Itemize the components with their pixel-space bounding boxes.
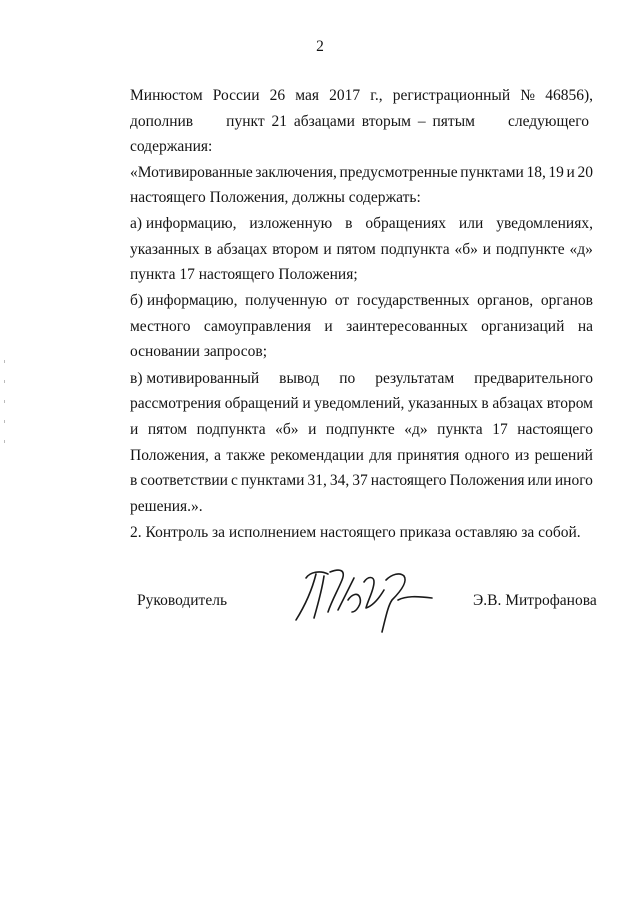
text-line: местного самоуправления и заинтересованных организаций на <box>130 318 593 335</box>
text-line: пункта 17 настоящего Положения; <box>130 266 358 283</box>
text-line: а) информацию, изложенную в обращениях или уведомлениях, <box>130 215 593 232</box>
text-line: дополнив пункт 21 абзацами вторым – пятым следующего <box>130 113 589 130</box>
text-line: б) информацию, полученную от государственных органов, органов <box>130 292 593 309</box>
text-line: Минюстом России 26 мая 2017 г., регистрационный № 46856), <box>130 87 593 104</box>
text-line: и пятом подпункта «б» и подпункте «д» пункта 17 настоящего <box>130 421 593 438</box>
text-line: основании запросов; <box>130 343 268 360</box>
text-line: указанных в абзацах втором и пятом подпункта «б» и подпункте «д» <box>130 241 593 258</box>
margin-dots <box>3 360 7 460</box>
text-line: в соответствии с пунктами 31, 34, 37 настоящего Положения или иного <box>130 472 593 489</box>
text-line: 2. Контроль за исполнением настоящего приказа оставляю за собой. <box>130 524 581 541</box>
handwritten-signature <box>288 560 438 640</box>
text-line: решения.». <box>130 498 203 515</box>
text-line: в) мотивированный вывод по результатам предварительного <box>130 370 593 387</box>
text-line: Положения, а также рекомендации для принятия одного из решений <box>130 447 593 464</box>
page-number: 2 <box>316 38 324 55</box>
signatory-name: Э.В. Митрофанова <box>473 592 597 609</box>
text-line: настоящего Положения, должны содержать: <box>130 189 421 206</box>
text-line: «Мотивированные заключения, предусмотренные пунктами 18, 19 и 20 <box>130 164 593 181</box>
text-line: содержания: <box>130 138 213 155</box>
text-line: рассмотрения обращений и уведомлений, указанных в абзацах втором <box>130 395 593 412</box>
signatory-title: Руководитель <box>137 592 228 609</box>
